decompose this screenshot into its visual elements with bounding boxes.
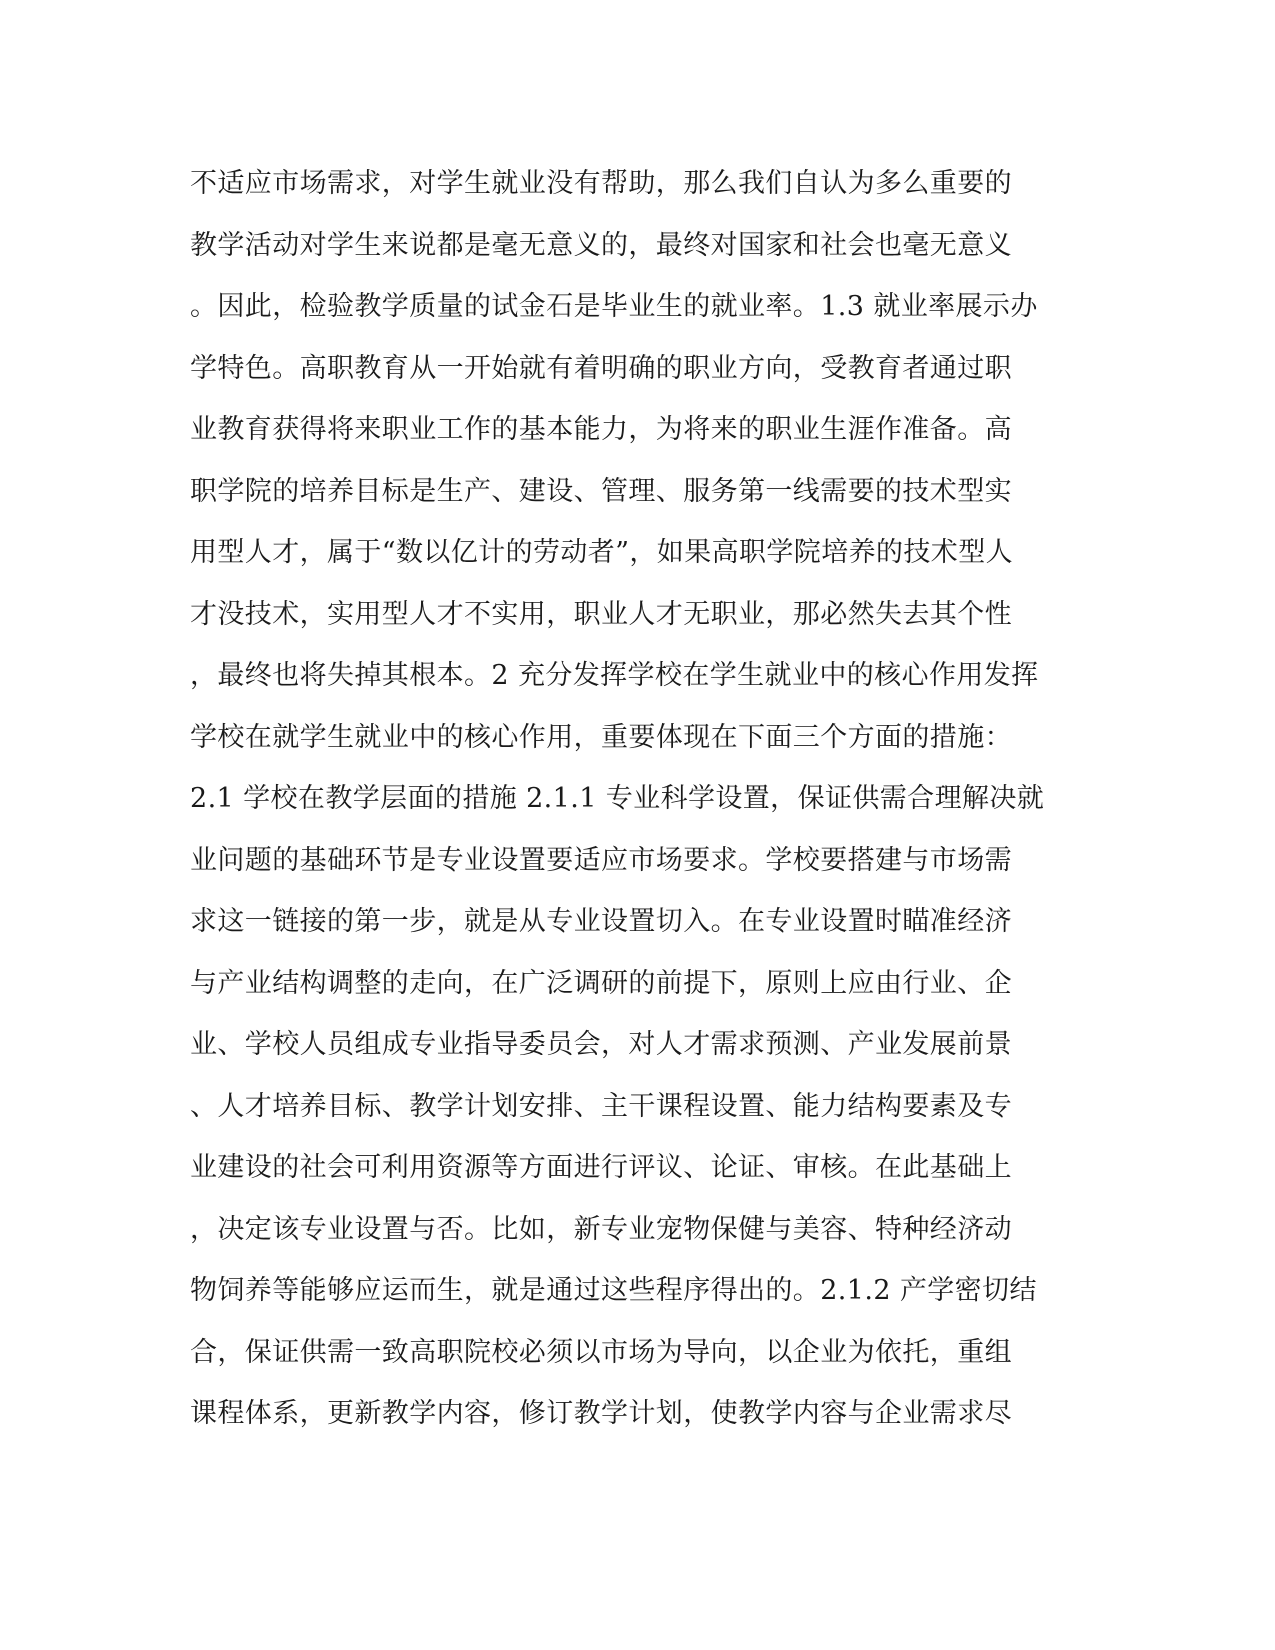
text-line: 学校在就学生就业中的核心作用，重要体现在下面三个方面的措施： [190,721,1012,753]
text-line: 物饲养等能够应运而生，就是通过这些程序得出的。2.1.2 产学密切结 [190,1275,1037,1306]
text-line: 、人才培养目标、教学计划安排、主干课程设置、能力结构要素及专 [190,1090,1012,1122]
text-line: 业、学校人员组成专业指导委员会，对人才需求预测、产业发展前景 [190,1029,1012,1060]
text-line: 不适应市场需求，对学生就业没有帮助，那么我们自认为多么重要的 [190,168,1012,199]
text-line: ，最终也将失掉其根本。2 充分发挥学校在学生就业中的核心作用发挥 [190,660,1039,691]
text-line: 与产业结构调整的走向，在广泛调研的前提下，原则上应由行业、企 [190,967,1012,999]
text-line: 合，保证供需一致高职院校必须以市场为导向，以企业为依托，重组 [190,1336,1012,1368]
text-line: 学特色。高职教育从一开始就有着明确的职业方向，受教育者通过职 [190,352,1012,384]
text-line: ，决定该专业设置与否。比如，新专业宠物保健与美容、特种经济动 [190,1213,1012,1245]
text-line: 教学活动对学生来说都是毫无意义的，最终对国家和社会也毫无意义 [190,229,1012,261]
body-text [190,166,1090,1458]
text-line: 课程体系，更新教学内容，修订教学计划，使教学内容与企业需求尽 [190,1398,1012,1429]
text-line: 求这一链接的第一步，就是从专业设置切入。在专业设置时瞄准经济 [190,906,1012,937]
text-line: 职学院的培养目标是生产、建设、管理、服务第一线需要的技术型实 [190,475,1012,507]
text-line: 用型人才，属于“数以亿计的劳动者”，如果高职学院培养的技术型人 [190,537,1014,568]
text-line: 。因此，检验教学质量的试金石是毕业生的就业率。1.3 就业率展示办 [190,291,1038,322]
text-line: 业问题的基础环节是专业设置要适应市场要求。学校要搭建与市场需 [190,844,1012,876]
text-line: 才没技术，实用型人才不实用，职业人才无职业，那必然失去其个性 [190,598,1012,630]
text-line: 业教育获得将来职业工作的基本能力，为将来的职业生涯作准备。高 [190,414,1012,445]
text-line: 业建设的社会可利用资源等方面进行评议、论证、审核。在此基础上 [190,1152,1012,1183]
text-line: 2.1 学校在教学层面的措施 2.1.1 专业科学设置，保证供需合理解决就 [190,783,1045,814]
